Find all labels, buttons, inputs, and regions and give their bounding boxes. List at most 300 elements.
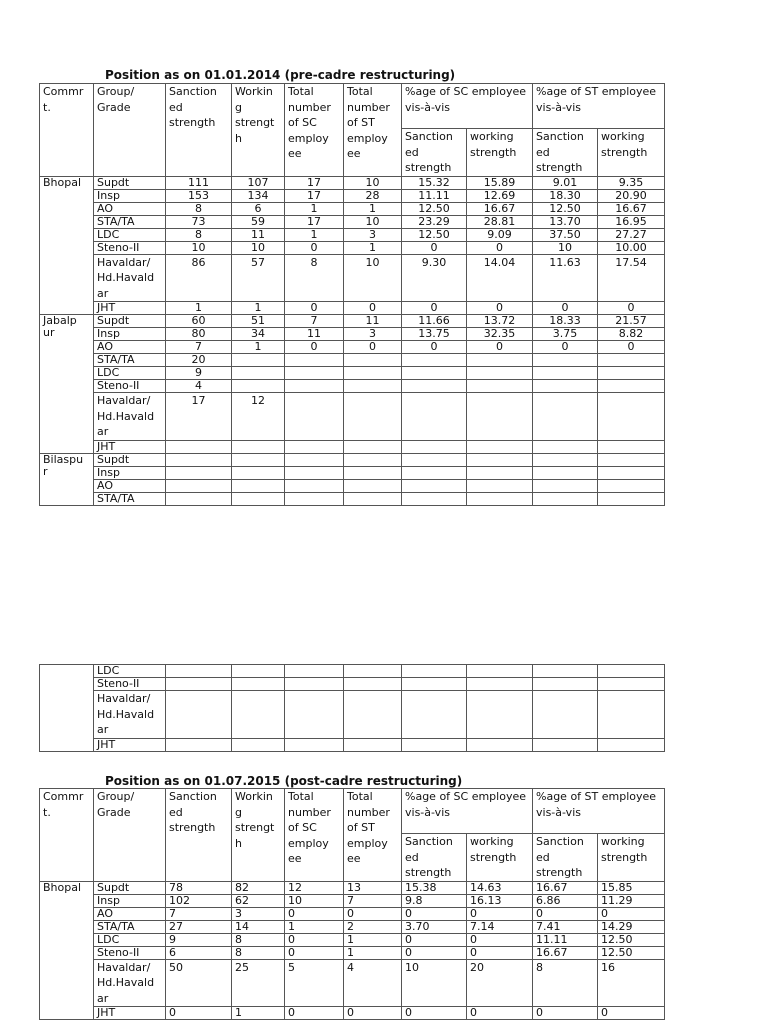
table-row [40,691,665,739]
value-cell [344,367,402,380]
value-cell [467,665,533,678]
value-cell: 0 [285,341,344,354]
col-header-pct-sc: %age of SC employee vis-à-vis [402,84,533,129]
grade-cell: Steno-II [94,678,166,691]
value-cell: 57 [232,254,285,302]
value-cell: 20.90 [598,189,665,202]
value-cell: 32.35 [467,328,533,341]
value-cell: 14.04 [467,254,533,302]
value-cell [166,479,232,492]
value-cell [232,479,285,492]
value-cell: 82 [232,881,285,894]
value-cell: 11 [344,315,402,328]
col-header-commrt: Commr t. [40,789,94,882]
value-cell [166,665,232,678]
table-row [40,302,665,315]
value-cell: 153 [166,189,232,202]
value-cell [467,691,533,739]
value-cell [598,479,665,492]
value-cell: 3 [344,328,402,341]
value-cell: 1 [285,228,344,241]
commissionerate-cell: Jabalp ur [40,315,94,454]
table-row [40,933,665,946]
value-cell: 111 [166,176,232,189]
table-body [40,315,665,454]
grade-cell: Supdt [94,453,166,466]
table-pre-cadre [39,83,665,506]
col-header-working: Workin g strengt h [232,84,285,177]
value-cell [232,678,285,691]
grade-cell: Insp [94,328,166,341]
subheader-sc-working: working strength [467,834,533,882]
value-cell [166,453,232,466]
value-cell [285,367,344,380]
value-cell [402,691,467,739]
value-cell: 0 [166,1007,232,1020]
value-cell: 0 [344,1007,402,1020]
grade-cell: Havaldar/ Hd.Havald ar [94,393,166,441]
col-header-commrt: Commr t. [40,84,94,177]
value-cell: 14 [232,920,285,933]
value-cell [533,453,598,466]
value-cell [598,691,665,739]
value-cell: 7 [285,315,344,328]
value-cell [402,678,467,691]
value-cell: 21.57 [598,315,665,328]
value-cell: 17 [285,176,344,189]
value-cell: 34 [232,328,285,341]
value-cell: 3.70 [402,920,467,933]
value-cell: 0 [598,907,665,920]
value-cell: 10.00 [598,241,665,254]
value-cell: 14.63 [467,881,533,894]
value-cell [285,380,344,393]
value-cell: 13.75 [402,328,467,341]
value-cell: 0 [402,946,467,959]
value-cell: 8 [166,228,232,241]
value-cell [285,393,344,441]
value-cell: 8 [533,959,598,1007]
value-cell: 102 [166,894,232,907]
value-cell [598,440,665,453]
commissionerate-cell: Bilaspu r [40,453,94,505]
value-cell [285,738,344,751]
table-row [40,354,665,367]
table-row [40,959,665,1007]
value-cell: 0 [533,341,598,354]
value-cell: 17 [166,393,232,441]
grade-cell: Supdt [94,315,166,328]
value-cell: 8 [285,254,344,302]
value-cell: 0 [285,241,344,254]
value-cell: 7 [344,894,402,907]
value-cell [285,665,344,678]
value-cell: 50 [166,959,232,1007]
value-cell [533,691,598,739]
value-cell [533,466,598,479]
value-cell [533,492,598,505]
value-cell: 16.67 [467,202,533,215]
value-cell: 0 [467,907,533,920]
value-cell: 11 [232,228,285,241]
value-cell: 0 [533,1007,598,1020]
value-cell: 12.50 [402,228,467,241]
commissionerate-cell: Bhopal [40,881,94,1020]
value-cell [598,492,665,505]
col-header-pct-st: %age of ST employee vis-à-vis [533,84,665,129]
value-cell: 12.50 [598,933,665,946]
value-cell [467,393,533,441]
value-cell: 10 [232,241,285,254]
value-cell [402,367,467,380]
value-cell: 1 [344,202,402,215]
col-header-pct-sc: %age of SC employee vis-à-vis [402,789,533,834]
table-row [40,380,665,393]
value-cell: 11.11 [402,189,467,202]
grade-cell: Steno-II [94,380,166,393]
grade-cell: Steno-II [94,241,166,254]
table-body [40,881,665,1020]
subheader-sc-working: working strength [467,129,533,177]
value-cell: 9.8 [402,894,467,907]
value-cell [598,367,665,380]
value-cell: 7 [166,907,232,920]
value-cell: 59 [232,215,285,228]
value-cell: 18.33 [533,315,598,328]
value-cell [232,492,285,505]
value-cell: 27.27 [598,228,665,241]
table-pre-cadre-continued [39,664,665,752]
table-row [40,440,665,453]
value-cell: 134 [232,189,285,202]
value-cell: 1 [344,241,402,254]
value-cell [467,738,533,751]
table-row [40,479,665,492]
value-cell [533,380,598,393]
grade-cell: AO [94,202,166,215]
grade-cell: Havaldar/ Hd.Havald ar [94,254,166,302]
table-row [40,907,665,920]
value-cell: 14.29 [598,920,665,933]
value-cell [232,466,285,479]
value-cell [467,466,533,479]
value-cell: 12 [232,393,285,441]
col-header-group: Group/ Grade [94,84,166,177]
value-cell: 6 [166,946,232,959]
table-row [40,738,665,751]
value-cell: 1 [166,302,232,315]
col-header-total-st: Total number of ST employ ee [344,789,402,882]
value-cell [402,380,467,393]
value-cell [232,738,285,751]
grade-cell: AO [94,341,166,354]
value-cell [232,380,285,393]
table-row [40,678,665,691]
value-cell: 12.50 [598,946,665,959]
value-cell: 12.50 [402,202,467,215]
subheader-sc-sanctioned: Sanction ed strength [402,834,467,882]
value-cell [232,367,285,380]
value-cell: 27 [166,920,232,933]
grade-cell: LDC [94,933,166,946]
value-cell: 3.75 [533,328,598,341]
value-cell: 0 [402,302,467,315]
value-cell: 12.69 [467,189,533,202]
value-cell: 0 [467,1007,533,1020]
grade-cell: JHT [94,738,166,751]
value-cell: 16.67 [533,946,598,959]
value-cell: 9.01 [533,176,598,189]
value-cell: 0 [598,302,665,315]
value-cell: 7 [166,341,232,354]
value-cell [166,440,232,453]
value-cell: 10 [285,894,344,907]
table-row [40,341,665,354]
value-cell: 73 [166,215,232,228]
table-row [40,228,665,241]
value-cell: 6 [232,202,285,215]
value-cell: 8 [232,946,285,959]
value-cell [285,492,344,505]
value-cell: 107 [232,176,285,189]
value-cell: 0 [402,933,467,946]
value-cell [402,492,467,505]
value-cell [402,479,467,492]
value-cell: 0 [467,302,533,315]
grade-cell: STA/TA [94,920,166,933]
value-cell [598,738,665,751]
grade-cell: Supdt [94,176,166,189]
value-cell: 0 [598,1007,665,1020]
value-cell: 1 [344,933,402,946]
value-cell: 78 [166,881,232,894]
value-cell [533,678,598,691]
grade-cell: LDC [94,228,166,241]
table-post-cadre [39,788,665,1020]
value-cell: 16 [598,959,665,1007]
value-cell [467,479,533,492]
grade-cell: Havaldar/ Hd.Havald ar [94,691,166,739]
value-cell [285,678,344,691]
value-cell: 9.09 [467,228,533,241]
value-cell: 13.72 [467,315,533,328]
value-cell: 80 [166,328,232,341]
value-cell: 17 [285,189,344,202]
grade-cell: STA/TA [94,492,166,505]
value-cell: 0 [467,341,533,354]
header-row [40,84,665,129]
value-cell: 1 [344,946,402,959]
value-cell: 17.54 [598,254,665,302]
table-row [40,315,665,328]
value-cell [467,440,533,453]
value-cell [533,440,598,453]
value-cell: 12.50 [533,202,598,215]
value-cell: 62 [232,894,285,907]
value-cell: 0 [285,946,344,959]
table-row [40,920,665,933]
value-cell: 10 [344,215,402,228]
grade-cell: LDC [94,665,166,678]
table-row [40,254,665,302]
value-cell [232,354,285,367]
value-cell [467,354,533,367]
value-cell: 16.67 [598,202,665,215]
value-cell [285,691,344,739]
value-cell [402,354,467,367]
value-cell [598,380,665,393]
value-cell [166,691,232,739]
table-body [40,453,665,505]
grade-cell: Havaldar/ Hd.Havald ar [94,959,166,1007]
subheader-st-sanctioned: Sanction ed strength [533,834,598,882]
value-cell [285,440,344,453]
value-cell: 15.85 [598,881,665,894]
value-cell [402,440,467,453]
table-row [40,215,665,228]
value-cell: 10 [344,176,402,189]
value-cell: 0 [344,302,402,315]
col-header-total-sc: Total number of SC employ ee [285,789,344,882]
value-cell: 17 [285,215,344,228]
value-cell [467,678,533,691]
value-cell: 16.13 [467,894,533,907]
value-cell: 10 [533,241,598,254]
value-cell: 16.67 [533,881,598,894]
value-cell: 0 [533,907,598,920]
value-cell [232,665,285,678]
value-cell [344,380,402,393]
value-cell [598,453,665,466]
value-cell [533,665,598,678]
col-header-total-st: Total number of ST employ ee [344,84,402,177]
value-cell: 20 [166,354,232,367]
value-cell: 1 [285,920,344,933]
value-cell [533,367,598,380]
value-cell: 10 [166,241,232,254]
value-cell [166,678,232,691]
value-cell: 0 [344,341,402,354]
value-cell: 5 [285,959,344,1007]
value-cell: 0 [533,302,598,315]
value-cell: 0 [285,933,344,946]
value-cell: 86 [166,254,232,302]
grade-cell: AO [94,907,166,920]
value-cell [344,492,402,505]
value-cell [344,665,402,678]
value-cell [232,453,285,466]
value-cell [285,354,344,367]
grade-cell: JHT [94,1007,166,1020]
value-cell: 9.35 [598,176,665,189]
commissionerate-cell [40,665,94,752]
col-header-group: Group/ Grade [94,789,166,882]
value-cell: 15.89 [467,176,533,189]
table-row [40,946,665,959]
value-cell [402,453,467,466]
value-cell [344,738,402,751]
value-cell [166,738,232,751]
value-cell: 37.50 [533,228,598,241]
value-cell: 8 [166,202,232,215]
value-cell [467,453,533,466]
value-cell: 0 [285,1007,344,1020]
value-cell [285,466,344,479]
grade-cell: JHT [94,302,166,315]
value-cell: 13.70 [533,215,598,228]
table-row [40,328,665,341]
value-cell [232,691,285,739]
grade-cell: Insp [94,189,166,202]
value-cell: 1 [232,302,285,315]
subheader-st-working: working strength [598,834,665,882]
value-cell: 15.38 [402,881,467,894]
value-cell: 8.82 [598,328,665,341]
table-body [40,665,665,752]
value-cell: 0 [285,907,344,920]
col-header-pct-st: %age of ST employee vis-à-vis [533,789,665,834]
table-row [40,393,665,441]
grade-cell: Insp [94,894,166,907]
value-cell: 4 [166,380,232,393]
table-row [40,466,665,479]
value-cell [402,466,467,479]
table1-title: Position as on 01.01.2014 (pre-cadre restructuring) [105,68,456,82]
value-cell: 23.29 [402,215,467,228]
value-cell [598,393,665,441]
value-cell [166,466,232,479]
value-cell [533,393,598,441]
table-row [40,492,665,505]
col-header-working: Workin g strengt h [232,789,285,882]
grade-cell: Insp [94,466,166,479]
value-cell: 15.32 [402,176,467,189]
value-cell: 0 [402,1007,467,1020]
value-cell: 25 [232,959,285,1007]
value-cell: 1 [232,1007,285,1020]
value-cell [344,691,402,739]
col-header-sanctioned: Sanction ed strength [166,789,232,882]
table-row [40,241,665,254]
value-cell [344,354,402,367]
value-cell: 12 [285,881,344,894]
value-cell [285,453,344,466]
value-cell: 0 [467,933,533,946]
value-cell: 60 [166,315,232,328]
value-cell: 20 [467,959,533,1007]
table-row [40,881,665,894]
subheader-st-working: working strength [598,129,665,177]
table2-title: Position as on 01.07.2015 (post-cadre restructuring) [105,774,463,788]
value-cell [533,479,598,492]
value-cell [598,354,665,367]
value-cell: 3 [232,907,285,920]
table-row [40,453,665,466]
subheader-sc-sanctioned: Sanction ed strength [402,129,467,177]
value-cell: 0 [467,946,533,959]
commissionerate-cell: Bhopal [40,176,94,315]
value-cell [467,380,533,393]
table-row [40,665,665,678]
value-cell: 9 [166,933,232,946]
value-cell: 10 [344,254,402,302]
col-header-total-sc: Total number of SC employ ee [285,84,344,177]
value-cell: 51 [232,315,285,328]
value-cell: 0 [402,241,467,254]
table-body [40,176,665,315]
value-cell: 2 [344,920,402,933]
value-cell: 13 [344,881,402,894]
